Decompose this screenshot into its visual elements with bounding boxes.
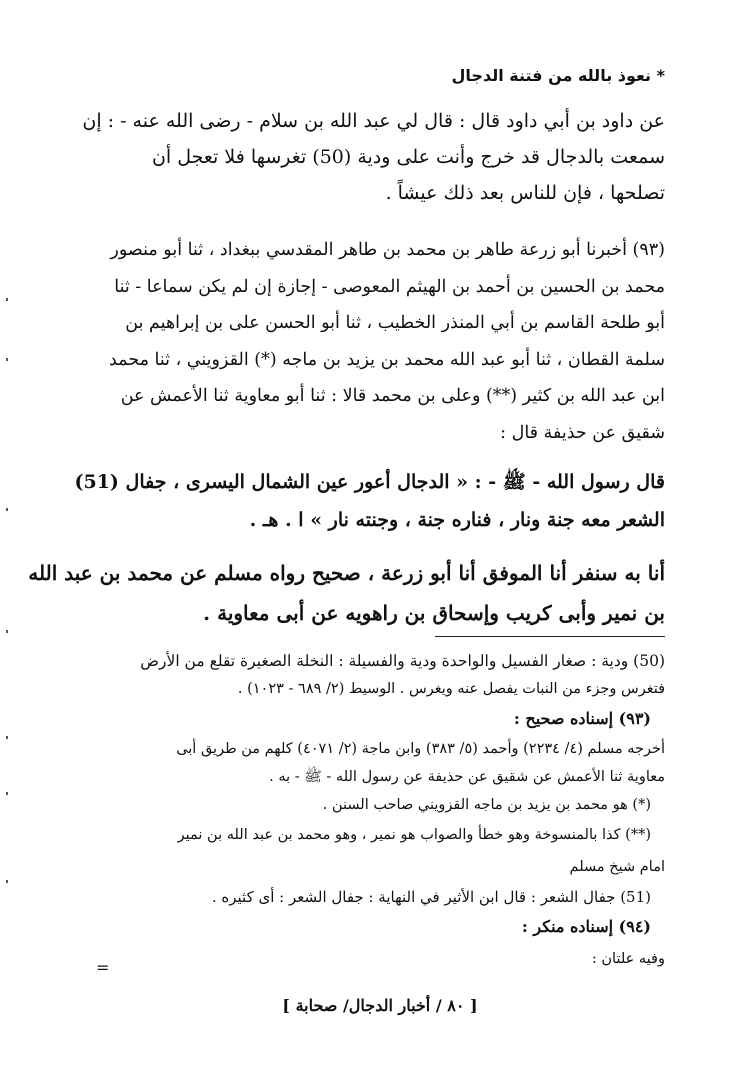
footnote-line: فتغرس وجزء من النبات يفصل عنه ويغرس . الوسيط (٢/ ٦٨٩ - ١٠٢٣) . [237, 681, 665, 697]
scan-mark [6, 358, 8, 361]
text-line: أبو طلحة القاسم بن أبي المنذر الخطيب ، ثنا أبو الحسن على بن إبراهيم بن [125, 313, 665, 333]
text-line: عن داود بن أبي داود قال : قال لي عبد الله بن سلام - رضى الله عنه - : إن [82, 110, 665, 132]
text-line: تصلحها ، فإن للناس بعد ذلك عيشاً . [385, 182, 665, 204]
text-line: سمعت بالدجال قد خرج وأنت على ودية (50) تغرسها فلا تعجل أن [151, 146, 665, 168]
scan-mark [6, 736, 8, 739]
text-line: قال رسول الله - ﷺ - : « الدجال أعور عين الشمال اليسرى ، جفال (51) [74, 471, 665, 493]
scan-mark [6, 880, 8, 883]
running-head: * نعوذ بالله من فتنة الدجال [451, 66, 665, 85]
footnote-line: أخرجه مسلم (٤/ ٢٢٣٤) وأحمد (٥/ ٣٨٣) وابن ماجة (٢/ ٤٠٧١) كلهم من طريق أبى [176, 741, 665, 757]
footnote-line: (50) ودية : صغار الفسيل والواحدة ودية والفسيلة : النخلة الصغيرة تقلع من الأرض [140, 652, 665, 670]
scan-mark [6, 630, 8, 633]
text-line: سلمة القطان ، ثنا أبو عبد الله محمد بن يزيد بن ماجه (*) القزويني ، ثنا محمد [109, 349, 665, 370]
footnote-line: (51) جفال الشعر : قال ابن الأثير في النهاية : جفال الشعر : أى كثيره . [211, 888, 651, 906]
text-line: محمد بن الحسين بن أحمد بن الهيثم المعوصى - إجازة إن لم يكن سماعا - ثنا [114, 276, 665, 297]
footnote-divider [435, 636, 665, 637]
text-line: شقيق عن حذيفة قال : [500, 422, 665, 443]
text-line: ابن عبد الله بن كثير (**) وعلى بن محمد قالا : ثنا أبو معاوية ثنا الأعمش عن [120, 386, 665, 406]
footnote-line: معاوية ثنا الأعمش عن شقيق عن حذيفة عن رسول الله - ﷺ - به . [269, 769, 665, 785]
scan-mark [6, 298, 8, 301]
footnote-heading: (٩٤) إسناده منكر : [521, 917, 651, 936]
scan-mark [6, 792, 8, 795]
paragraph-hadith-text [74, 463, 665, 539]
footnote-line: (*) هو محمد بن يزيد بن ماجه القزويني صاحب السنن . [322, 797, 651, 813]
footnote-heading: (٩٣) إسناده صحيح : [513, 709, 651, 728]
text-line: بن نمير وأبى كريب وإسحاق بن راهويه عن أبى معاوية . [203, 601, 665, 625]
continuation-mark: = [96, 958, 110, 977]
paragraph-grading [28, 553, 665, 633]
footnote-line: وفيه علتان : [591, 951, 665, 967]
text-line: الشعر معه جنة ونار ، فناره جنة ، وجنته نار » ا . هـ . [249, 509, 665, 531]
text-line: أنا به سنفر أنا الموفق أنا أبو زرعة ، صحيح رواه مسلم عن محمد بن عبد الله [28, 561, 665, 585]
footnote-line: امام شيخ مسلم [569, 859, 665, 875]
page-footer: [ ٨٠ / أخبار الدجال/ صحابة ] [282, 996, 478, 1015]
scan-mark [6, 508, 8, 511]
paragraph-abdullah-bin-salam [82, 103, 665, 211]
text-line: (٩٣) أخبرنا أبو زرعة طاهر بن محمد بن طاهر المقدسي ببغداد ، ثنا أبو منصور [110, 240, 665, 260]
footnote-line: (**) كذا بالمنسوخة وهو خطأ والصواب هو نمير ، وهو محمد بن عبد الله بن نمير [177, 827, 651, 843]
paragraph-isnad-93 [95, 232, 665, 451]
